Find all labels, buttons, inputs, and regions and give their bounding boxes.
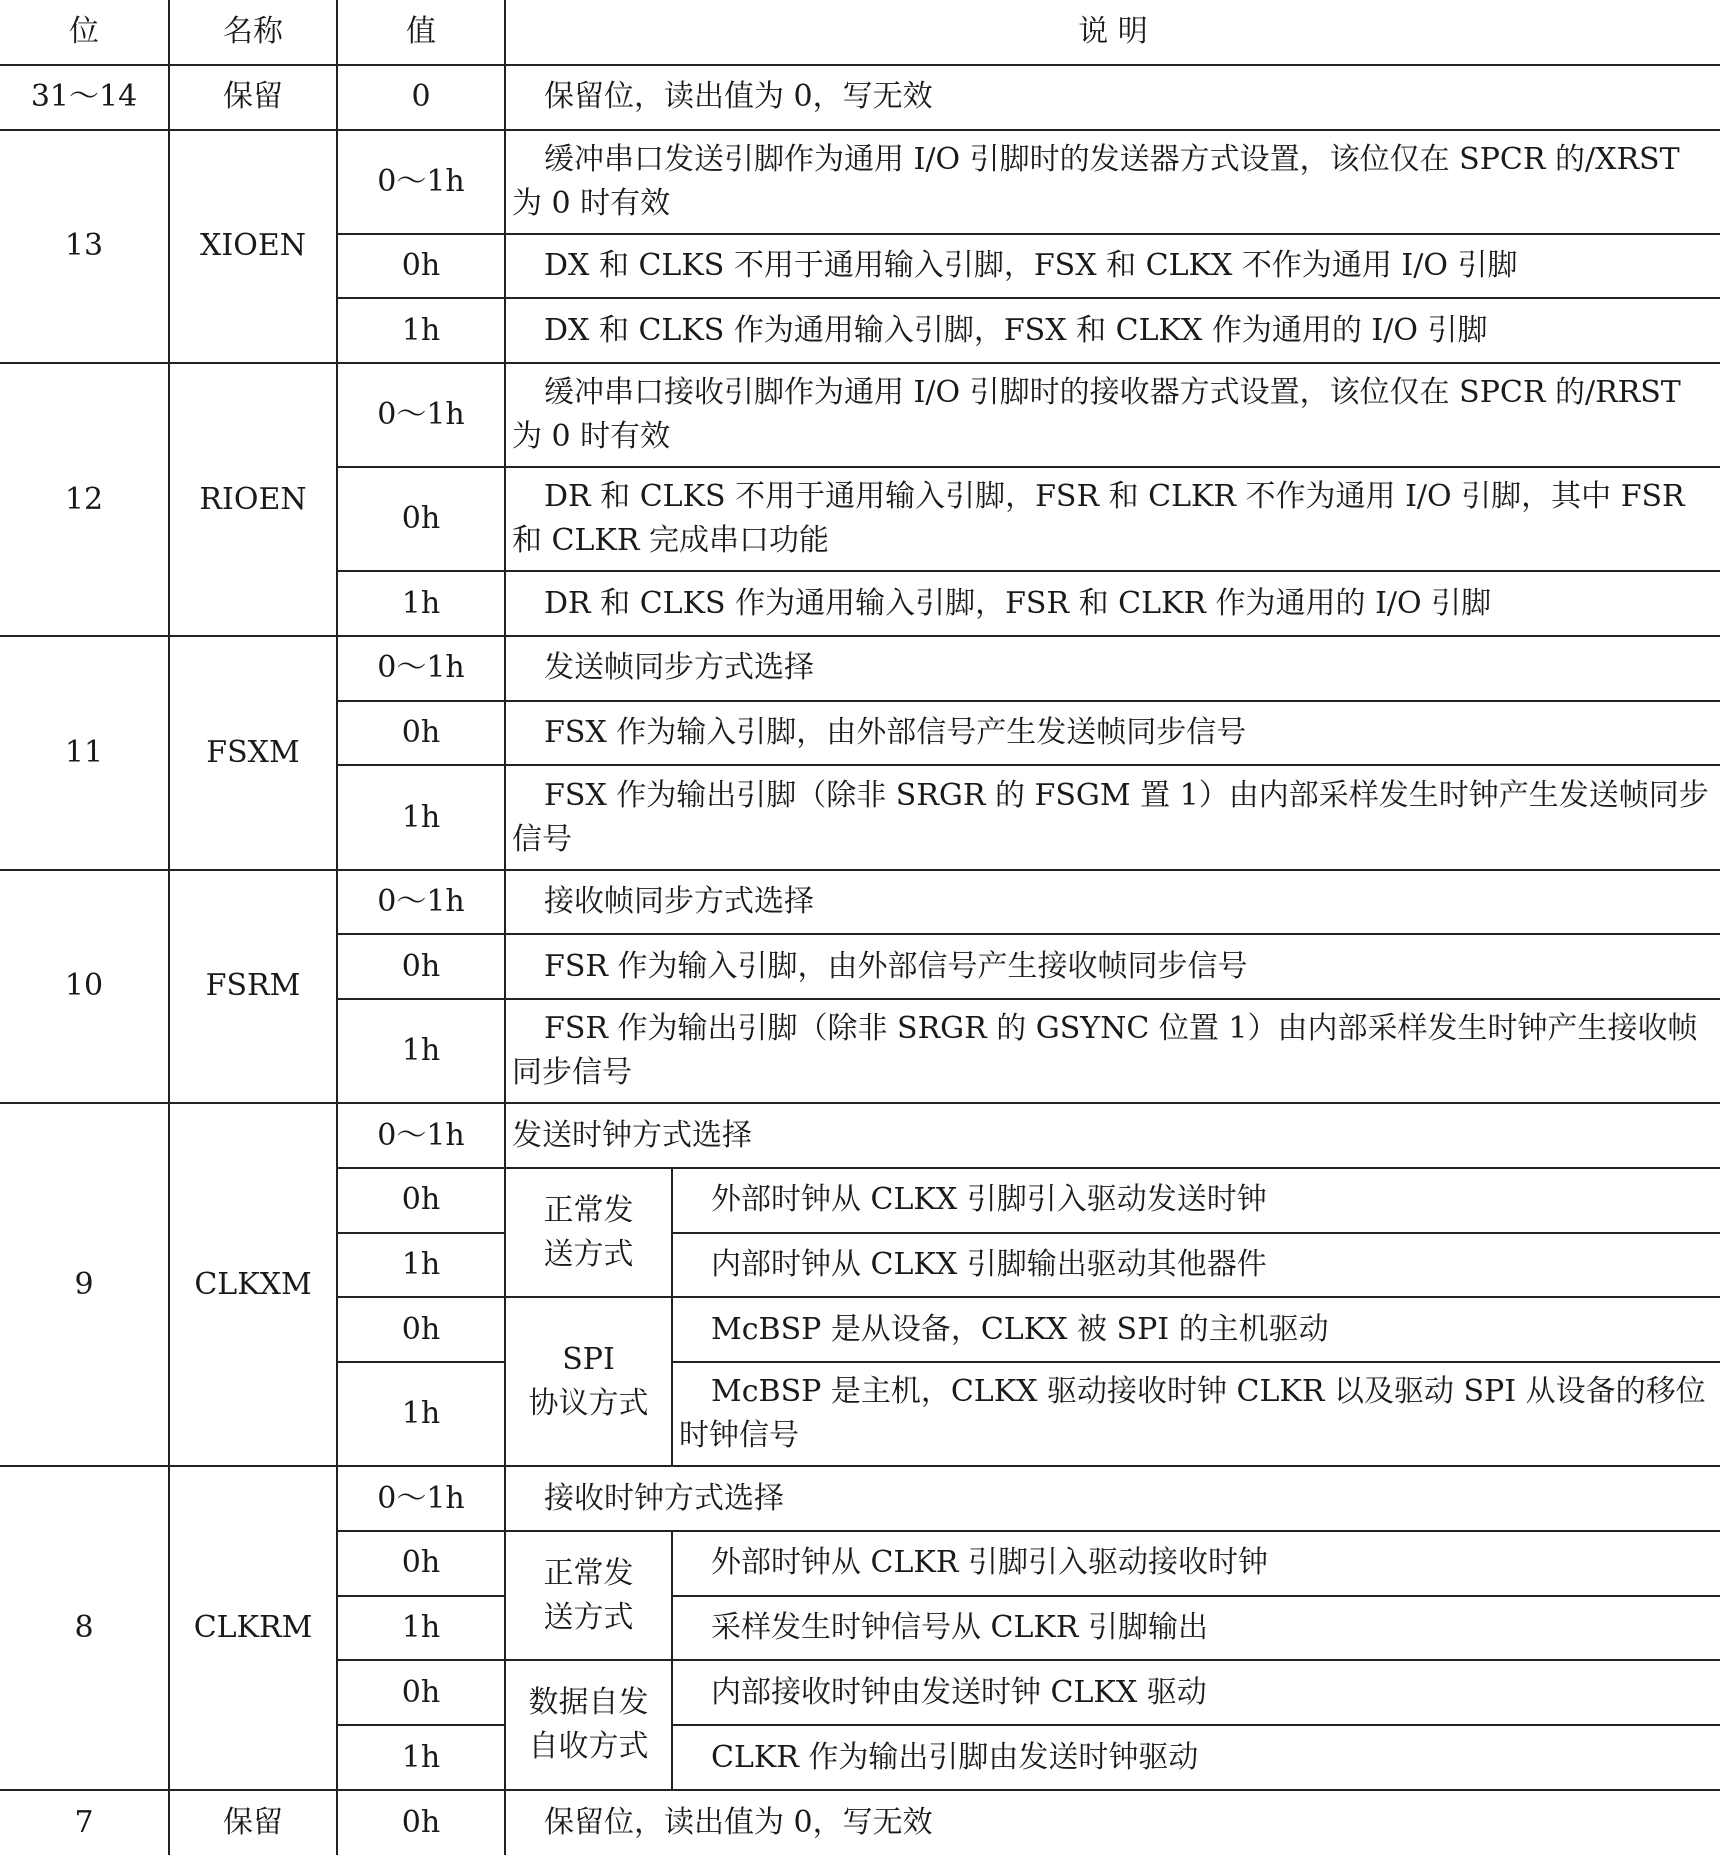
value-cell: 1h [337,999,505,1103]
description-cell: 内部接收时钟由发送时钟 CLKX 驱动 [672,1660,1720,1725]
description-cell: 保留位，读出值为 0，写无效 [505,65,1720,130]
description-cell: 内部时钟从 CLKX 引脚输出驱动其他器件 [672,1233,1720,1298]
value-cell: 0～1h [337,130,505,234]
table-row [0,870,1720,935]
value-cell: 0～1h [337,870,505,935]
bit-cell: 12 [0,363,169,636]
mode-cell-spi: SPI 协议方式 [505,1297,672,1466]
value-cell: 0h [337,1168,505,1233]
value-cell: 0～1h [337,363,505,467]
table-header-row [0,0,1720,65]
name-cell: 保留 [169,1790,337,1855]
bit-cell: 31～14 [0,65,169,130]
value-cell: 0h [337,1297,505,1362]
mode-cell-loopback: 数据自发 自收方式 [505,1660,672,1790]
value-cell: 0～1h [337,1466,505,1531]
description-cell: McBSP 是主机，CLKX 驱动接收时钟 CLKR 以及驱动 SPI 从设备的移位时钟信号 [672,1362,1720,1466]
header-name: 名称 [169,0,337,65]
table-row [0,1103,1720,1168]
bit-cell: 7 [0,1790,169,1855]
description-cell: 接收时钟方式选择 [505,1466,1720,1531]
name-cell: 保留 [169,65,337,130]
description-cell: 外部时钟从 CLKR 引脚引入驱动接收时钟 [672,1531,1720,1596]
table-row [0,363,1720,467]
name-cell: FSRM [169,870,337,1104]
table-row [0,636,1720,701]
description-cell: 缓冲串口接收引脚作为通用 I/O 引脚时的接收器方式设置，该位仅在 SPCR 的/RRST 为 0 时有效 [505,363,1720,467]
value-cell: 1h [337,298,505,363]
description-cell: 外部时钟从 CLKX 引脚引入驱动发送时钟 [672,1168,1720,1233]
description-cell: DR 和 CLKS 作为通用输入引脚，FSR 和 CLKR 作为通用的 I/O 引脚 [505,571,1720,636]
bit-cell: 8 [0,1466,169,1790]
mode-cell-normal-send: 正常发 送方式 [505,1168,672,1298]
description-cell: 保留位，读出值为 0，写无效 [505,1790,1720,1855]
header-bit: 位 [0,0,169,65]
bit-cell: 13 [0,130,169,364]
value-cell: 0h [337,1660,505,1725]
description-cell: FSX 作为输出引脚（除非 SRGR 的 FSGM 置 1）由内部采样发生时钟产生发送帧同步信号 [505,765,1720,869]
table-row [0,65,1720,130]
name-cell: CLKRM [169,1466,337,1790]
table-row [0,130,1720,234]
header-value: 值 [337,0,505,65]
name-cell: XIOEN [169,130,337,364]
description-cell: DX 和 CLKS 不用于通用输入引脚，FSX 和 CLKX 不作为通用 I/O 引脚 [505,234,1720,299]
value-cell: 0h [337,1531,505,1596]
table-row [0,1466,1720,1531]
description-cell: McBSP 是从设备，CLKX 被 SPI 的主机驱动 [672,1297,1720,1362]
description-cell: 接收帧同步方式选择 [505,870,1720,935]
value-cell: 0h [337,467,505,571]
value-cell: 1h [337,1362,505,1466]
bit-cell: 9 [0,1103,169,1466]
value-cell: 1h [337,571,505,636]
name-cell: RIOEN [169,363,337,636]
description-cell: DR 和 CLKS 不用于通用输入引脚，FSR 和 CLKR 不作为通用 I/O 引脚，其中 FSR 和 CLKR 完成串口功能 [505,467,1720,571]
value-cell: 1h [337,1233,505,1298]
value-cell: 0 [337,65,505,130]
name-cell: CLKXM [169,1103,337,1466]
header-description: 说 明 [505,0,1720,65]
value-cell: 0～1h [337,1103,505,1168]
description-cell: 采样发生时钟信号从 CLKR 引脚输出 [672,1596,1720,1661]
mode-cell-normal: 正常发 送方式 [505,1531,672,1661]
value-cell: 0h [337,701,505,766]
value-cell: 0～1h [337,636,505,701]
value-cell: 1h [337,765,505,869]
description-cell: FSR 作为输出引脚（除非 SRGR 的 GSYNC 位置 1）由内部采样发生时钟产生接收帧同步信号 [505,999,1720,1103]
table-row [0,1790,1720,1855]
bit-cell: 10 [0,870,169,1104]
value-cell: 0h [337,934,505,999]
bit-cell: 11 [0,636,169,870]
name-cell: FSXM [169,636,337,870]
description-cell: FSX 作为输入引脚，由外部信号产生发送帧同步信号 [505,701,1720,766]
value-cell: 0h [337,1790,505,1855]
description-cell: DX 和 CLKS 作为通用输入引脚，FSX 和 CLKX 作为通用的 I/O 引脚 [505,298,1720,363]
value-cell: 1h [337,1725,505,1790]
description-cell: 发送时钟方式选择 [505,1103,1720,1168]
value-cell: 0h [337,234,505,299]
description-cell: 缓冲串口发送引脚作为通用 I/O 引脚时的发送器方式设置，该位仅在 SPCR 的/XRST 为 0 时有效 [505,130,1720,234]
value-cell: 1h [337,1596,505,1661]
description-cell: CLKR 作为输出引脚由发送时钟驱动 [672,1725,1720,1790]
description-cell: 发送帧同步方式选择 [505,636,1720,701]
description-cell: FSR 作为输入引脚，由外部信号产生接收帧同步信号 [505,934,1720,999]
